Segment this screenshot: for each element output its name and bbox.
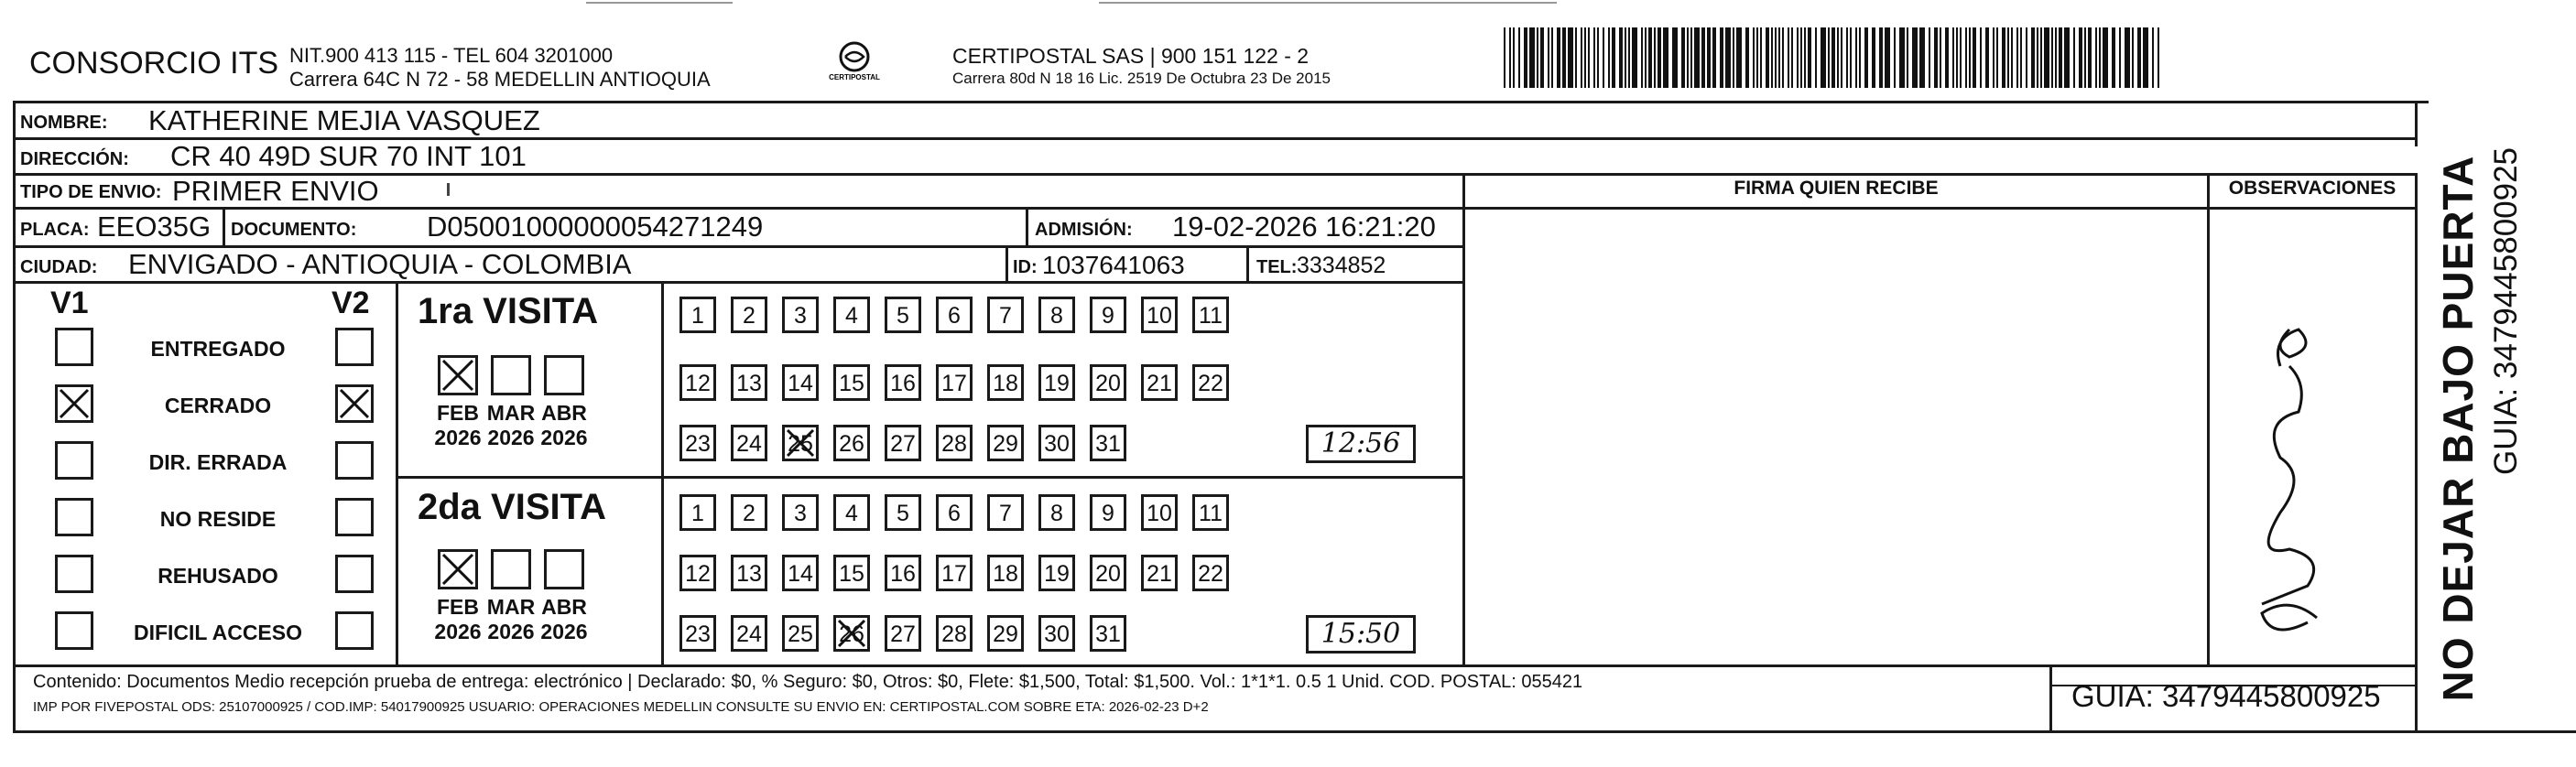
- direccion-value: CR 40 49D SUR 70 INT 101: [170, 140, 527, 172]
- month-label: FEB 2026: [434, 595, 482, 643]
- frame-top: [13, 101, 2429, 103]
- barcode-bar: [1782, 27, 1784, 88]
- tipo-label: TIPO DE ENVIO:: [20, 182, 162, 202]
- v2-checkbox[interactable]: [335, 384, 374, 423]
- day-box[interactable]: 10: [1141, 297, 1178, 333]
- day-box[interactable]: 11: [1192, 297, 1229, 333]
- day-box[interactable]: 14: [782, 364, 819, 401]
- barcode-bar: [1597, 27, 1599, 88]
- v1-checkbox[interactable]: [55, 555, 93, 593]
- day-box[interactable]: 15: [833, 364, 870, 401]
- footer-guia: GUIA: 3479445800925: [2071, 679, 2381, 713]
- barcode-bar: [2137, 27, 2141, 88]
- col-line: [2207, 173, 2210, 666]
- day-box[interactable]: 5: [885, 494, 921, 531]
- barcode-bar: [1969, 27, 1971, 88]
- v1-checkbox[interactable]: [55, 384, 93, 423]
- barcode-bar: [2152, 27, 2154, 88]
- barcode-bar: [2143, 27, 2148, 88]
- documento-value: D05001000000054271249: [427, 211, 764, 243]
- barcode-bar: [2026, 27, 2027, 88]
- month-label: MAR 2026: [486, 401, 536, 449]
- time-handwritten: 12:56: [1306, 425, 1416, 463]
- visit-divider: [396, 476, 1462, 479]
- barcode-bar: [1973, 27, 1976, 88]
- day-box[interactable]: 26: [833, 615, 870, 652]
- barcode-bar: [1919, 27, 1925, 88]
- barcode-bar: [1518, 27, 1520, 88]
- barcode-bar: [1628, 27, 1630, 88]
- day-box[interactable]: 27: [885, 425, 921, 461]
- barcode-bar: [2031, 27, 2035, 88]
- day-box[interactable]: 5: [885, 297, 921, 333]
- barcode-bar: [1828, 27, 1830, 88]
- barcode-bar: [1894, 27, 1896, 88]
- nombre-value: KATHERINE MEJIA VASQUEZ: [148, 104, 540, 136]
- barcode-bar: [2112, 27, 2115, 88]
- barcode-bar: [1745, 27, 1749, 88]
- id-value: 1037641063: [1042, 251, 1185, 279]
- barcode-bar: [2059, 27, 2062, 88]
- barcode-bar: [1603, 27, 1604, 88]
- barcode-bar: [1831, 27, 1835, 88]
- barcode-bar: [1663, 27, 1668, 88]
- barcode-bar: [2119, 27, 2121, 88]
- documento-label: DOCUMENTO:: [231, 220, 357, 240]
- v2-checkbox[interactable]: [335, 328, 374, 366]
- col-line: [396, 281, 398, 665]
- barcode-bar: [1821, 27, 1826, 88]
- v1-checkbox[interactable]: [55, 328, 93, 366]
- side-guia: GUIA: 3479445800925: [2488, 146, 2524, 476]
- direccion-label: DIRECCIÓN:: [20, 149, 129, 169]
- day-box[interactable]: 22: [1192, 555, 1229, 591]
- tel-value: 3334852: [1297, 253, 1386, 278]
- barcode-bar: [1815, 27, 1817, 88]
- day-box[interactable]: 29: [987, 615, 1024, 652]
- day-box[interactable]: 16: [885, 555, 921, 591]
- day-box[interactable]: 11: [1192, 494, 1229, 531]
- barcode-bar: [2016, 27, 2018, 88]
- day-box[interactable]: 6: [936, 494, 973, 531]
- barcode-bar: [2103, 27, 2108, 88]
- barcode-bar: [1654, 27, 1656, 88]
- barcode-bar: [1996, 27, 1998, 88]
- admision-label: ADMISIÓN:: [1035, 220, 1133, 240]
- day-box[interactable]: 25: [782, 425, 819, 461]
- month-checkbox[interactable]: [438, 549, 478, 589]
- barcode-bar: [2079, 27, 2082, 88]
- barcode-bar: [1513, 27, 1515, 88]
- barcode-bar: [1864, 27, 1868, 88]
- barcode-bar: [2064, 27, 2070, 88]
- barcode-bar: [1509, 27, 1511, 88]
- barcode-bar: [1575, 27, 1577, 88]
- day-box[interactable]: 30: [1038, 615, 1075, 652]
- month-checkbox[interactable]: [544, 355, 584, 395]
- barcode-bar: [1562, 27, 1566, 88]
- v2-header: V2: [332, 286, 370, 320]
- status-option-label: CERRADO: [164, 394, 272, 417]
- barcode-bar: [1855, 27, 1857, 88]
- barcode-bar: [1568, 27, 1573, 88]
- barcode-bar: [1808, 27, 1811, 88]
- barcode-bar: [1850, 27, 1852, 88]
- visit2-title: 2da VISITA: [418, 487, 606, 527]
- company-nit: NIT.900 413 115 - TEL 604 3201000: [289, 44, 614, 67]
- x-mark: [338, 387, 371, 420]
- x-mark: [440, 552, 475, 587]
- day-box[interactable]: 3: [782, 494, 819, 531]
- barcode-bar: [1993, 27, 1994, 88]
- col-line: [1005, 245, 1008, 282]
- month-checkbox[interactable]: [544, 549, 584, 589]
- day-box[interactable]: 8: [1038, 297, 1075, 333]
- day-box[interactable]: 7: [987, 494, 1024, 531]
- barcode-bar: [2051, 27, 2053, 88]
- logo-text: CERTIPOSTAL: [829, 73, 880, 81]
- barcode-bar: [1701, 27, 1705, 88]
- barcode-bar: [2055, 27, 2057, 88]
- status-option-label: REHUSADO: [158, 564, 278, 588]
- day-box[interactable]: 20: [1090, 364, 1126, 401]
- barcode-bar: [1557, 27, 1560, 88]
- barcode-bar: [1632, 27, 1637, 88]
- day-box[interactable]: 3: [782, 297, 819, 333]
- barcode-bar: [1733, 27, 1734, 88]
- barcode-bar: [1720, 27, 1723, 88]
- day-box[interactable]: 13: [731, 555, 767, 591]
- barcode-bar: [2088, 27, 2092, 88]
- day-box[interactable]: 23: [679, 615, 716, 652]
- month-label: MAR 2026: [486, 595, 536, 643]
- barcode-bar: [1859, 27, 1861, 88]
- ciudad-value: ENVIGADO - ANTIOQUIA - COLOMBIA: [128, 248, 632, 280]
- barcode-bar: [1529, 27, 1535, 88]
- barcode-bar: [1791, 27, 1793, 88]
- day-box[interactable]: 25: [782, 615, 819, 652]
- day-box[interactable]: 19: [1038, 364, 1075, 401]
- day-box[interactable]: 22: [1192, 364, 1229, 401]
- barcode-bar: [1707, 27, 1711, 88]
- barcode-bar: [1584, 27, 1586, 88]
- month-checkbox[interactable]: [438, 355, 478, 395]
- barcode-bar: [1841, 27, 1842, 88]
- barcode-bar: [1625, 27, 1626, 88]
- barcode-bar: [1672, 27, 1678, 88]
- barcode-bar: [1712, 27, 1716, 88]
- barcode-bar: [1934, 27, 1938, 88]
- month-checkbox[interactable]: [491, 549, 531, 589]
- barcode-bar: [1648, 27, 1652, 88]
- barcode-bar: [1952, 27, 1954, 88]
- day-box[interactable]: 31: [1090, 615, 1126, 652]
- visit1-title: 1ra VISITA: [418, 291, 599, 331]
- barcode-bar: [1736, 27, 1742, 88]
- placa-value: EEO35G: [97, 211, 212, 243]
- barcode-bar: [1593, 27, 1595, 88]
- barcode-bar: [1929, 27, 1930, 88]
- barcode-bar: [2132, 27, 2134, 88]
- barcode-bar: [1725, 27, 1731, 88]
- barcode-bar: [1912, 27, 1918, 88]
- barcode-bar: [1899, 27, 1905, 88]
- v1-checkbox[interactable]: [55, 611, 93, 650]
- no-dejar-bajo-puerta: NO DEJAR BAJO PUERTA: [2434, 155, 2482, 702]
- barcode-bar: [1885, 27, 1890, 88]
- observaciones-header: OBSERVACIONES: [2228, 178, 2397, 199]
- day-box[interactable]: 17: [936, 364, 973, 401]
- month-label: FEB 2026: [434, 401, 482, 449]
- day-box[interactable]: 7: [987, 297, 1024, 333]
- day-box[interactable]: 18: [987, 555, 1024, 591]
- day-box[interactable]: 10: [1141, 494, 1178, 531]
- barcode-bar: [1756, 27, 1758, 88]
- day-box[interactable]: 9: [1090, 297, 1126, 333]
- barcode-bar: [1907, 27, 1908, 88]
- barcode-bar: [2125, 27, 2130, 88]
- barcode-bar: [1588, 27, 1590, 88]
- certipostal-logo: [829, 38, 880, 84]
- day-box[interactable]: 9: [1090, 494, 1126, 531]
- day-box[interactable]: 31: [1090, 425, 1126, 461]
- barcode-bar: [2037, 27, 2038, 88]
- day-box[interactable]: 19: [1038, 555, 1075, 591]
- barcode-bar: [1524, 27, 1527, 88]
- v1-checkbox[interactable]: [55, 498, 93, 536]
- day-box[interactable]: 2: [731, 494, 767, 531]
- ciudad-label: CIUDAD:: [20, 257, 98, 277]
- barcode-bar: [1548, 27, 1549, 88]
- barcode-bar: [1775, 27, 1777, 88]
- status-option-label: DIR. ERRADA: [148, 450, 288, 474]
- v1-checkbox[interactable]: [55, 441, 93, 480]
- x-mark: [440, 358, 475, 393]
- barcode-bar: [1687, 27, 1689, 88]
- barcode-bar: [1965, 27, 1967, 88]
- day-box[interactable]: 13: [731, 364, 767, 401]
- barcode-bar: [2095, 27, 2097, 88]
- day-box[interactable]: 12: [679, 555, 716, 591]
- barcode-bar: [1581, 27, 1582, 88]
- day-box[interactable]: 4: [833, 297, 870, 333]
- day-box[interactable]: 17: [936, 555, 973, 591]
- barcode-bar: [1771, 27, 1773, 88]
- barcode-bar: [1537, 27, 1538, 88]
- day-box[interactable]: 27: [885, 615, 921, 652]
- barcode-bar: [1551, 27, 1553, 88]
- barcode-bar: [1837, 27, 1839, 88]
- day-box[interactable]: 6: [936, 297, 973, 333]
- barcode-bar: [1540, 27, 1544, 88]
- barcode-bar: [1800, 27, 1802, 88]
- id-label: ID:: [1013, 257, 1038, 277]
- day-box[interactable]: 29: [987, 425, 1024, 461]
- barcode-bar: [1504, 27, 1505, 88]
- barcode-bar: [1879, 27, 1883, 88]
- barcode-bar: [1658, 27, 1661, 88]
- barcode-bar: [1641, 27, 1643, 88]
- col-line: [1246, 245, 1249, 282]
- footer-contenido: Contenido: Documentos Medio recepción prueba de entrega: electrónico | Declarado: $0, % Seguro: $0, Otros: $0, Flete: $1,500, Total: $1,500. Vol.: 1*1*1. 0.5 1 Unid. COD. POSTAL: 055421: [33, 672, 1583, 692]
- company-address: Carrera 64C N 72 - 58 MEDELLIN ANTIOQUIA: [289, 68, 711, 91]
- signature-scribble: [2225, 293, 2335, 659]
- v2-checkbox[interactable]: [335, 441, 374, 480]
- barcode-bar: [2073, 27, 2075, 88]
- day-box[interactable]: 4: [833, 494, 870, 531]
- col-line: [1462, 173, 1465, 666]
- tipo-value: PRIMER ENVIO: [172, 175, 379, 207]
- day-box[interactable]: 24: [731, 425, 767, 461]
- footer-imp: IMP POR FIVEPOSTAL ODS: 25107000925 / COD.IMP: 54017900925 USUARIO: OPERACIONES MEDELLIN CONSULTE SU ENVIO EN: CERTIPOSTAL.COM SOBRE ETA: 2026-02-23 D+2: [33, 699, 1209, 715]
- barcode-bar: [1612, 27, 1615, 88]
- x-mark: [785, 427, 816, 459]
- month-label: ABR 2026: [540, 401, 588, 449]
- tel-label: TEL:: [1256, 257, 1298, 277]
- x-mark: [58, 387, 91, 420]
- barcode-bar: [1619, 27, 1623, 88]
- certipostal-line1: CERTIPOSTAL SAS | 900 151 122 - 2: [952, 44, 1310, 68]
- status-option-label: NO RESIDE: [159, 507, 277, 531]
- placa-label: PLACA:: [20, 220, 90, 240]
- barcode-bar: [1804, 27, 1806, 88]
- admision-value: 19-02-2026 16:21:20: [1172, 211, 1436, 243]
- col-line: [1026, 209, 1028, 245]
- barcode-bar: [1681, 27, 1685, 88]
- barcode-bar: [1797, 27, 1799, 88]
- col-line: [223, 209, 225, 245]
- day-box[interactable]: 1: [679, 297, 716, 333]
- day-box[interactable]: 28: [936, 615, 973, 652]
- nombre-label: NOMBRE:: [20, 113, 108, 133]
- barcode-bar: [1940, 27, 1941, 88]
- day-box[interactable]: 26: [833, 425, 870, 461]
- barcode-bar: [2007, 27, 2009, 88]
- time-handwritten: 15:50: [1306, 615, 1416, 654]
- day-box[interactable]: 24: [731, 615, 767, 652]
- x-mark: [836, 618, 867, 649]
- col-line: [2415, 173, 2418, 731]
- stray-mark: [447, 183, 450, 196]
- month-checkbox[interactable]: [491, 355, 531, 395]
- day-box[interactable]: 28: [936, 425, 973, 461]
- day-box[interactable]: 20: [1090, 555, 1126, 591]
- barcode-bar: [1788, 27, 1789, 88]
- barcode: [1504, 27, 2165, 90]
- col-line: [661, 281, 664, 665]
- barcode-bar: [1645, 27, 1647, 88]
- barcode-bar: [1960, 27, 1962, 88]
- barcode-bar: [1753, 27, 1755, 88]
- status-option-label: ENTREGADO: [150, 337, 286, 361]
- day-box[interactable]: 12: [679, 364, 716, 401]
- barcode-bar: [2002, 27, 2005, 88]
- v2-checkbox[interactable]: [335, 611, 374, 650]
- firma-header: FIRMA QUIEN RECIBE: [1734, 178, 1939, 199]
- status-option-label: DIFICIL ACCESO: [133, 621, 302, 644]
- barcode-bar: [2020, 27, 2022, 88]
- barcode-bar: [1980, 27, 1982, 88]
- barcode-bar: [2044, 27, 2049, 88]
- day-box[interactable]: 21: [1141, 555, 1178, 591]
- barcode-bar: [1690, 27, 1692, 88]
- frame-bottom: [13, 730, 2576, 733]
- v2-checkbox[interactable]: [335, 498, 374, 536]
- barcode-bar: [1766, 27, 1769, 88]
- day-box[interactable]: 15: [833, 555, 870, 591]
- day-box[interactable]: 1: [679, 494, 716, 531]
- top-edge-line: [1099, 2, 1557, 4]
- day-box[interactable]: 30: [1038, 425, 1075, 461]
- day-box[interactable]: 16: [885, 364, 921, 401]
- row-line: [13, 664, 2418, 667]
- top-edge-line: [586, 2, 733, 4]
- v1-header: V1: [50, 286, 89, 320]
- v2-checkbox[interactable]: [335, 555, 374, 593]
- month-label: ABR 2026: [540, 595, 588, 643]
- barcode-bar: [2158, 27, 2159, 88]
- day-box[interactable]: 21: [1141, 364, 1178, 401]
- barcode-bar: [1985, 27, 1989, 88]
- frame-left: [13, 101, 16, 732]
- barcode-bar: [1945, 27, 1949, 88]
- barcode-bar: [1608, 27, 1610, 88]
- day-box[interactable]: 23: [679, 425, 716, 461]
- company-name: CONSORCIO ITS: [29, 46, 279, 81]
- day-box[interactable]: 2: [731, 297, 767, 333]
- barcode-bar: [1872, 27, 1875, 88]
- barcode-bar: [1778, 27, 1780, 88]
- col-line: [2049, 664, 2052, 730]
- day-box[interactable]: 8: [1038, 494, 1075, 531]
- day-box[interactable]: 18: [987, 364, 1024, 401]
- barcode-bar: [1846, 27, 1848, 88]
- day-box[interactable]: 14: [782, 555, 819, 591]
- barcode-bar: [2040, 27, 2042, 88]
- barcode-bar: [2011, 27, 2013, 88]
- barcode-bar: [1694, 27, 1700, 88]
- barcode-bar: [1760, 27, 1762, 88]
- barcode-bar: [2099, 27, 2101, 88]
- barcode-bar: [2084, 27, 2086, 88]
- certipostal-line2: Carrera 80d N 18 16 Lic. 2519 De Octubra 23 De 2015: [952, 70, 1331, 87]
- barcode-bar: [1956, 27, 1958, 88]
